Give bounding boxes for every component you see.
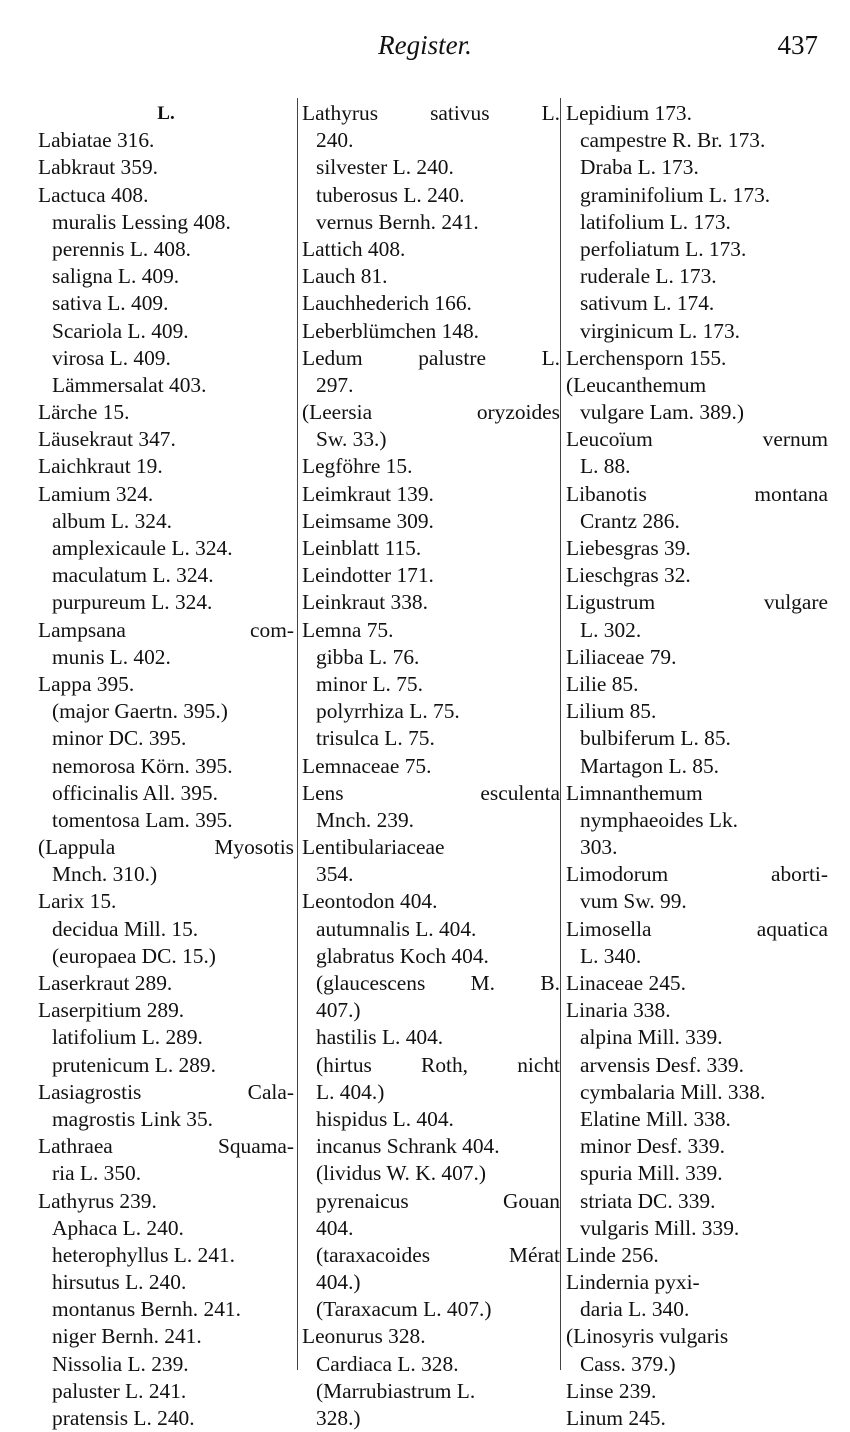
index-entry: Laserpitium 289. [38, 998, 185, 1023]
index-subentry: 240. [316, 128, 354, 153]
index-subentry: trisulca L. 75. [316, 726, 435, 751]
index-subentry: decidua Mill. 15. [52, 916, 199, 941]
index-entry: Lampsana com- [38, 617, 294, 642]
index-subentry: hispidus L. 404. [316, 1106, 454, 1131]
index-subentry: cymbalaria Mill. 338. [580, 1079, 766, 1104]
index-subentry: Nissolia L. 239. [52, 1351, 189, 1376]
index-entry: Leinblatt 115. [302, 536, 422, 560]
index-subentry: hastilis L. 404. [316, 1025, 444, 1050]
index-subentry: Aphaca L. 240. [52, 1215, 184, 1240]
index-subentry: sativum L. 174. [580, 291, 715, 316]
index-subentry: campestre R. Br. 173. [580, 128, 766, 153]
index-entry: Labiatae 316. [38, 128, 155, 153]
index-entry: Liebesgras 39. [566, 536, 691, 560]
index-entry: Labkraut 359. [38, 155, 158, 180]
index-subentry: ria L. 350. [52, 1161, 142, 1186]
index-entry: Leimsame 309. [302, 508, 434, 533]
index-subentry: perennis L. 408. [52, 236, 192, 261]
index-entry: Leindotter 171. [302, 563, 434, 588]
index-subentry: latifolium L. 289. [52, 1025, 203, 1050]
index-subentry: 303. [580, 835, 618, 860]
index-column-2 [302, 100, 560, 1432]
index-subentry: latifolium L. 173. [580, 209, 731, 234]
index-subentry: Elatine Mill. 338. [580, 1106, 731, 1131]
index-subentry: incanus Schrank 404. [316, 1134, 500, 1159]
index-subentry: saligna L. 409. [52, 264, 180, 289]
index-entry: Libanotis montana [566, 481, 828, 506]
index-subentry: maculatum L. 324. [52, 563, 214, 588]
index-subentry: officinalis All. 395. [52, 780, 218, 805]
index-subentry: nemorosa Körn. 395. [52, 753, 233, 778]
index-subentry: polyrrhiza L. 75. [316, 699, 460, 724]
index-entry: Leontodon 404. [302, 889, 438, 914]
index-entry: Lepidium 173. [566, 101, 692, 125]
index-subentry: daria L. 340. [580, 1297, 690, 1322]
index-subentry: tomentosa Lam. 395. [52, 807, 233, 832]
index-subentry: L. 404.) [316, 1079, 385, 1104]
index-subentry: virosa L. 409. [52, 345, 171, 370]
index-subentry: perfoliatum L. 173. [580, 236, 747, 261]
index-subentry: (Marrubiastrum L. [316, 1378, 476, 1403]
index-subentry: (major Gaertn. 395.) [52, 699, 228, 724]
index-subentry: vulgare Lam. 389.) [580, 400, 744, 425]
index-subentry: hirsutus L. 240. [52, 1270, 187, 1295]
index-subentry: vulgaris Mill. 339. [580, 1215, 740, 1240]
index-entry: Leberblümchen 148. [302, 318, 480, 343]
index-subentry: (Taraxacum L. 407.) [316, 1297, 492, 1322]
index-subentry: 354. [316, 862, 354, 887]
index-subentry: niger Bernh. 241. [52, 1324, 202, 1349]
index-subentry: striata DC. 339. [580, 1188, 716, 1213]
index-subentry: 297. [316, 372, 354, 397]
index-entry: Linum 245. [566, 1406, 666, 1430]
index-entry: Lilie 85. [566, 671, 639, 696]
index-entry: Lauchhederich 166. [302, 291, 472, 316]
index-subentry: L. 340. [580, 943, 642, 968]
index-entry: Limnanthemum [566, 780, 703, 805]
index-subentry: paluster L. 241. [52, 1378, 187, 1403]
index-entry: (Leucanthemum [566, 372, 707, 397]
index-subentry: Draba L. 173. [580, 155, 699, 180]
index-subentry: ruderale L. 173. [580, 264, 717, 289]
index-subentry: (europaea DC. 15.) [52, 943, 216, 968]
index-subentry: Mnch. 239. [316, 807, 415, 832]
index-subentry: spuria Mill. 339. [580, 1161, 723, 1186]
index-entry: Lasiagrostis Cala- [38, 1079, 294, 1104]
index-subentry: glabratus Koch 404. [316, 943, 489, 968]
index-entry: Liliaceae 79. [566, 644, 677, 669]
index-entry: Leimkraut 139. [302, 481, 434, 506]
index-subentry: prutenicum L. 289. [52, 1052, 216, 1077]
index-subentry: amplexicaule L. 324. [52, 536, 233, 560]
index-subentry: silvester L. 240. [316, 155, 454, 180]
index-entry: Lathyrus sativus L. [302, 101, 560, 125]
index-subentry: arvensis Desf. 339. [580, 1052, 744, 1077]
index-subentry: L. 88. [580, 454, 631, 479]
index-subentry: vernus Bernh. 241. [316, 209, 479, 234]
index-entry: Limosella aquatica [566, 916, 828, 941]
index-entry: Linaria 338. [566, 998, 671, 1023]
index-subentry: L. 302. [580, 617, 642, 642]
index-subentry: tuberosus L. 240. [316, 182, 465, 207]
index-entry: Leonurus 328. [302, 1324, 426, 1349]
index-column-1 [38, 100, 294, 1432]
index-entry: Leucoïum vernum [566, 427, 828, 452]
index-subentry: alpina Mill. 339. [580, 1025, 723, 1050]
index-subentry: Crantz 286. [580, 508, 680, 533]
column-divider [560, 98, 561, 1370]
index-subentry: minor DC. 395. [52, 726, 187, 751]
index-entry: Laserkraut 289. [38, 971, 173, 995]
index-entry: Lilium 85. [566, 699, 657, 724]
index-subentry: (taraxacoides Mérat [316, 1242, 560, 1267]
index-entry: Läusekraut 347. [38, 427, 176, 452]
index-entry: Lentibulariaceae [302, 835, 445, 860]
index-entry: Lens esculenta [302, 780, 560, 805]
index-entry: Lärche 15. [38, 400, 130, 425]
index-entry: Lindernia pyxi- [566, 1270, 700, 1295]
index-subentry: (lividus W. K. 407.) [316, 1161, 486, 1186]
index-subentry: montanus Bernh. 241. [52, 1297, 241, 1322]
index-entry: Lathraea Squama- [38, 1134, 294, 1159]
index-entry: (Linosyris vulgaris [566, 1324, 729, 1349]
index-subentry: (hirtus Roth, nicht [316, 1052, 560, 1077]
index-entry: (Lappula Myosotis [38, 835, 294, 860]
index-subentry: 404. [316, 1215, 354, 1240]
index-entry: Lamium 324. [38, 481, 154, 506]
column-divider [297, 98, 298, 1370]
index-entry: Lathyrus 239. [38, 1188, 157, 1213]
index-entry: Leinkraut 338. [302, 590, 428, 615]
index-column-3 [566, 100, 828, 1432]
index-entry: Lauch 81. [302, 264, 388, 289]
index-subentry: graminifolium L. 173. [580, 182, 771, 207]
page-header [0, 28, 850, 68]
index-subentry: pyrenaicus Gouan [316, 1188, 560, 1213]
index-subentry: 404.) [316, 1270, 361, 1295]
index-entry: Legföhre 15. [302, 454, 413, 479]
index-entry: Lactuca 408. [38, 182, 149, 207]
index-entry: Ligustrum vulgare [566, 590, 828, 615]
index-entry: Lemna 75. [302, 617, 394, 642]
index-subentry: (glaucescens M. B. [316, 971, 560, 995]
index-subentry: sativa L. 409. [52, 291, 169, 316]
page-number: 437 [777, 30, 818, 60]
index-subentry: Cass. 379.) [580, 1351, 676, 1376]
index-subentry: Scariola L. 409. [52, 318, 189, 343]
index-subentry: 328.) [316, 1406, 361, 1430]
index-subentry: virginicum L. 173. [580, 318, 741, 343]
index-entry: (Leersia oryzoides [302, 400, 560, 425]
index-subentry: 407.) [316, 998, 361, 1023]
index-subentry: nymphaeoides Lk. [580, 807, 739, 832]
index-subentry: bulbiferum L. 85. [580, 726, 731, 751]
index-subentry: minor L. 75. [316, 671, 423, 696]
index-subentry: heterophyllus L. 241. [52, 1242, 235, 1267]
index-subentry: magrostis Link 35. [52, 1106, 214, 1131]
index-entry: Linaceae 245. [566, 971, 686, 995]
index-subentry: vum Sw. 99. [580, 889, 687, 914]
index-entry: Lieschgras 32. [566, 563, 691, 588]
running-title: Register. [378, 30, 472, 60]
index-subentry: pratensis L. 240. [52, 1406, 195, 1430]
index-entry: Larix 15. [38, 889, 117, 914]
index-subentry: autumnalis L. 404. [316, 916, 477, 941]
index-subentry: Lämmersalat 403. [52, 372, 207, 397]
index-subentry: Cardiaca L. 328. [316, 1351, 459, 1376]
index-entry: Linse 239. [566, 1378, 657, 1403]
index-entry: L. [157, 103, 175, 124]
index-subentry: purpureum L. 324. [52, 590, 213, 615]
index-subentry: minor Desf. 339. [580, 1134, 725, 1159]
index-entry: Lattich 408. [302, 236, 406, 261]
index-subentry: Mnch. 310.) [52, 862, 158, 887]
index-entry: Limodorum aborti- [566, 862, 828, 887]
index-entry: Laichkraut 19. [38, 454, 163, 479]
index-entry: Ledum palustre L. [302, 345, 560, 370]
index-subentry: Martagon L. 85. [580, 753, 720, 778]
index-entry: Lappa 395. [38, 671, 135, 696]
index-subentry: gibba L. 76. [316, 644, 420, 669]
index-subentry: munis L. 402. [52, 644, 171, 669]
index-subentry: Sw. 33.) [316, 427, 387, 452]
index-entry: Lemnaceae 75. [302, 753, 432, 778]
index-entry: Linde 256. [566, 1242, 659, 1267]
index-subentry: muralis Lessing 408. [52, 209, 231, 234]
index-entry: Lerchensporn 155. [566, 345, 727, 370]
index-subentry: album L. 324. [52, 508, 173, 533]
